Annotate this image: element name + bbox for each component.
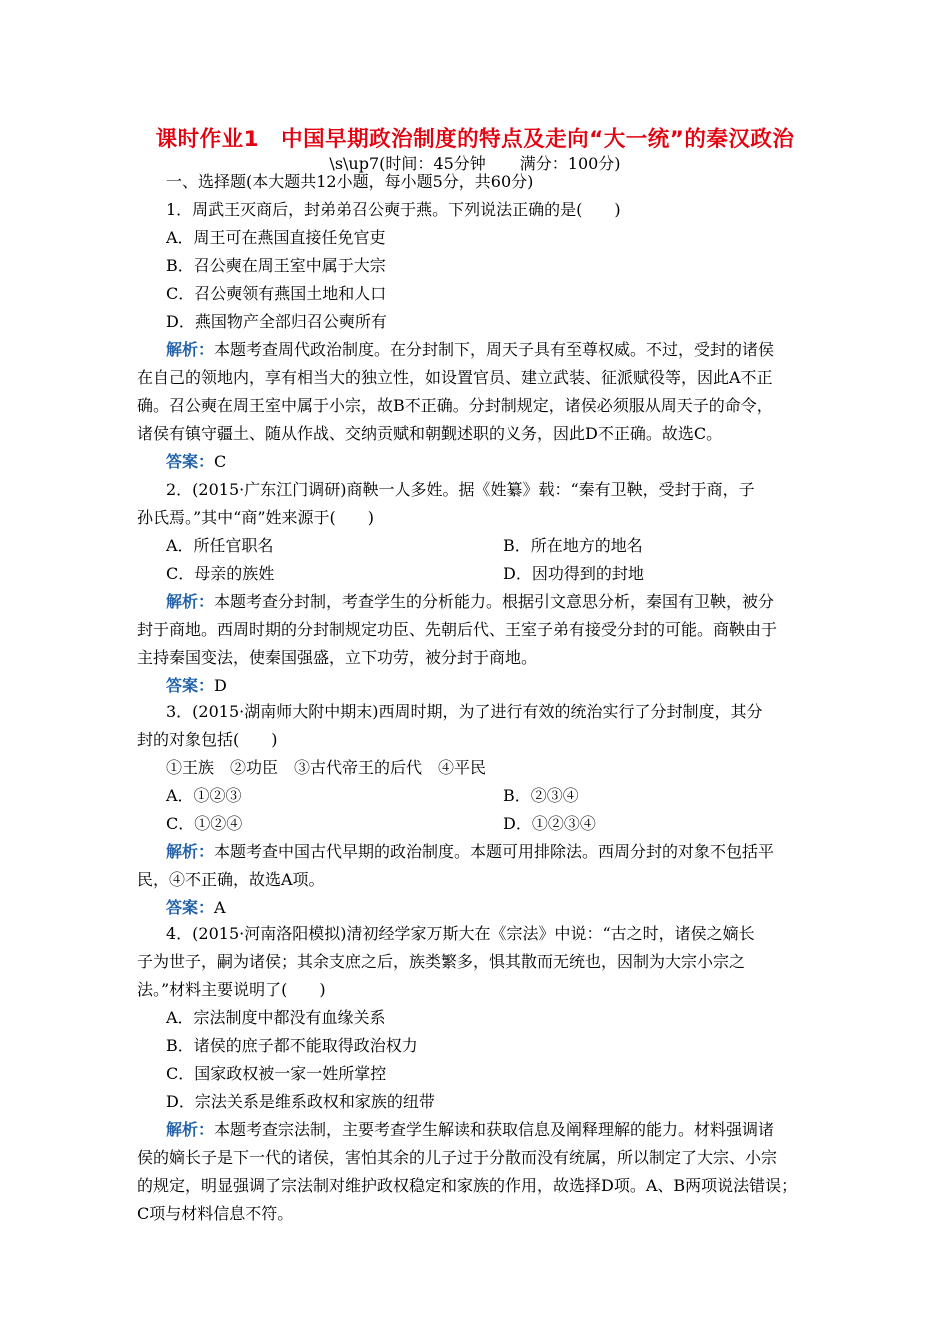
question-1-option-d: D．燕国物产全部归召公奭所有 bbox=[166, 312, 387, 331]
page-subtitle bbox=[0, 151, 950, 174]
question-1-option-c: C．召公奭领有燕国土地和人口 bbox=[166, 284, 387, 303]
analysis-text: 本题考查周代政治制度。在分封制下，周天子具有至尊权威。不过，受封的诸侯 bbox=[214, 340, 775, 359]
question-3-stem: 3．(2015·湖南师大附中期末)西周时期，为了进行有效的统治实行了分封制度，其分 bbox=[166, 702, 763, 721]
subtitle-score: 满分：100分) bbox=[519, 154, 621, 173]
question-1-answer bbox=[166, 452, 856, 472]
analysis-text: 本题考查宗法制，主要考查学生解读和获取信息及阐释理解的能力。材料强调诸 bbox=[214, 1120, 775, 1139]
answer-value: A bbox=[214, 898, 226, 917]
analysis-label: 解析： bbox=[166, 340, 215, 359]
section-heading: 一、选择题(本大题共12小题，每小题5分，共60分) bbox=[166, 172, 534, 191]
question-1-analysis-line: 诸侯有镇守疆土、随从作战、交纳贡赋和朝觐述职的义务，因此D不正确。故选C。 bbox=[137, 424, 723, 443]
question-1-option-b: B．召公奭在周王室中属于大宗 bbox=[166, 256, 386, 275]
answer-label: 答案： bbox=[166, 452, 215, 471]
analysis-label: 解析： bbox=[166, 592, 215, 611]
question-4-option-c: C．国家政权被一家一姓所掌控 bbox=[166, 1064, 387, 1083]
question-2-option-c: C．母亲的族姓 bbox=[166, 564, 275, 583]
question-4-stem-line: 子为世子，嗣为诸侯；其余支庶之后，族类繁多，惧其散而无统也，因制为大宗小宗之 bbox=[137, 952, 746, 971]
question-3-option-d: D．①②③④ bbox=[503, 814, 596, 833]
question-2-analysis-line: 主持秦国变法，使秦国强盛，立下功劳，被分封于商地。 bbox=[137, 648, 538, 667]
subtitle-prefix: \s\up7( bbox=[329, 154, 386, 173]
question-2-option-a: A．所任官职名 bbox=[166, 536, 274, 555]
question-4-option-a: A．宗法制度中都没有血缘关系 bbox=[166, 1008, 386, 1027]
question-2-stem-line: 孙氏焉。”其中“商”姓来源于( ) bbox=[137, 508, 375, 527]
question-1-stem: 1．周武王灭商后，封弟弟召公奭于燕。下列说法正确的是( ) bbox=[166, 200, 621, 219]
subtitle-time: 时间：45分钟 bbox=[385, 154, 486, 173]
question-3-answer bbox=[166, 898, 856, 918]
question-4-stem: 4．(2015·河南洛阳模拟)清初经学家万斯大在《宗法》中说：“古之时，诸侯之嫡长 bbox=[166, 924, 755, 943]
question-4-analysis-line: C项与材料信息不符。 bbox=[137, 1204, 294, 1223]
question-1-analysis-line: 确。召公奭在周王室中属于小宗，故B不正确。分封制规定，诸侯必须服从周天子的命令， bbox=[137, 396, 773, 415]
question-2-answer bbox=[166, 676, 856, 696]
question-2-analysis-line: 封于商地。西周时期的分封制规定功臣、先朝后代、王室子弟有接受分封的可能。商鞅由于 bbox=[137, 620, 778, 639]
question-1-analysis bbox=[166, 340, 827, 360]
question-2-analysis bbox=[166, 592, 827, 612]
question-4-option-d: D．宗法关系是维系政权和家族的纽带 bbox=[166, 1092, 435, 1111]
analysis-label: 解析： bbox=[166, 842, 215, 861]
question-1-analysis-line: 在自己的领地内，享有相当大的独立性，如设置官员、建立武装、征派赋役等，因此A不正 bbox=[137, 368, 773, 387]
answer-value: C bbox=[214, 452, 227, 471]
answer-label: 答案： bbox=[166, 898, 215, 917]
question-3-option-a: A．①②③ bbox=[166, 786, 242, 805]
question-4-analysis bbox=[166, 1120, 827, 1140]
question-2-option-b: B．所在地方的地名 bbox=[503, 536, 643, 555]
question-1-option-a: A．周王可在燕国直接任免官吏 bbox=[166, 228, 386, 247]
question-4-analysis-line: 的规定，明显强调了宗法制对维护政权稳定和家族的作用，故选择D项。A、B两项说法错误； bbox=[137, 1176, 798, 1195]
question-3-option-c: C．①②④ bbox=[166, 814, 243, 833]
analysis-label: 解析： bbox=[166, 1120, 215, 1139]
question-3-stem-line: 封的对象包括( ) bbox=[137, 730, 278, 749]
question-2-stem: 2．(2015·广东江门调研)商鞅一人多姓。据《姓纂》载：“秦有卫鞅，受封于商，子 bbox=[166, 480, 755, 499]
question-3-items: ①王族 ②功臣 ③古代帝王的后代 ④平民 bbox=[166, 758, 487, 777]
question-4-analysis-line: 侯的嫡长子是下一代的诸侯，害怕其余的儿子过于分散而没有统属，所以制定了大宗、小宗 bbox=[137, 1148, 778, 1167]
question-4-option-b: B．诸侯的庶子都不能取得政治权力 bbox=[166, 1036, 418, 1055]
question-3-analysis bbox=[166, 842, 827, 862]
answer-value: D bbox=[214, 676, 227, 695]
page-title: 课时作业1 中国早期政治制度的特点及走向“大一统”的秦汉政治 bbox=[155, 127, 795, 152]
analysis-text: 本题考查中国古代早期的政治制度。本题可用排除法。西周分封的对象不包括平 bbox=[214, 842, 775, 861]
question-3-analysis-line: 民，④不正确，故选A项。 bbox=[137, 870, 325, 889]
question-3-option-b: B．②③④ bbox=[503, 786, 579, 805]
answer-label: 答案： bbox=[166, 676, 215, 695]
question-4-stem-line: 法。”材料主要说明了( ) bbox=[137, 980, 326, 999]
analysis-text: 本题考查分封制，考查学生的分析能力。根据引文意思分析，秦国有卫鞅，被分 bbox=[214, 592, 775, 611]
question-2-option-d: D．因功得到的封地 bbox=[503, 564, 644, 583]
